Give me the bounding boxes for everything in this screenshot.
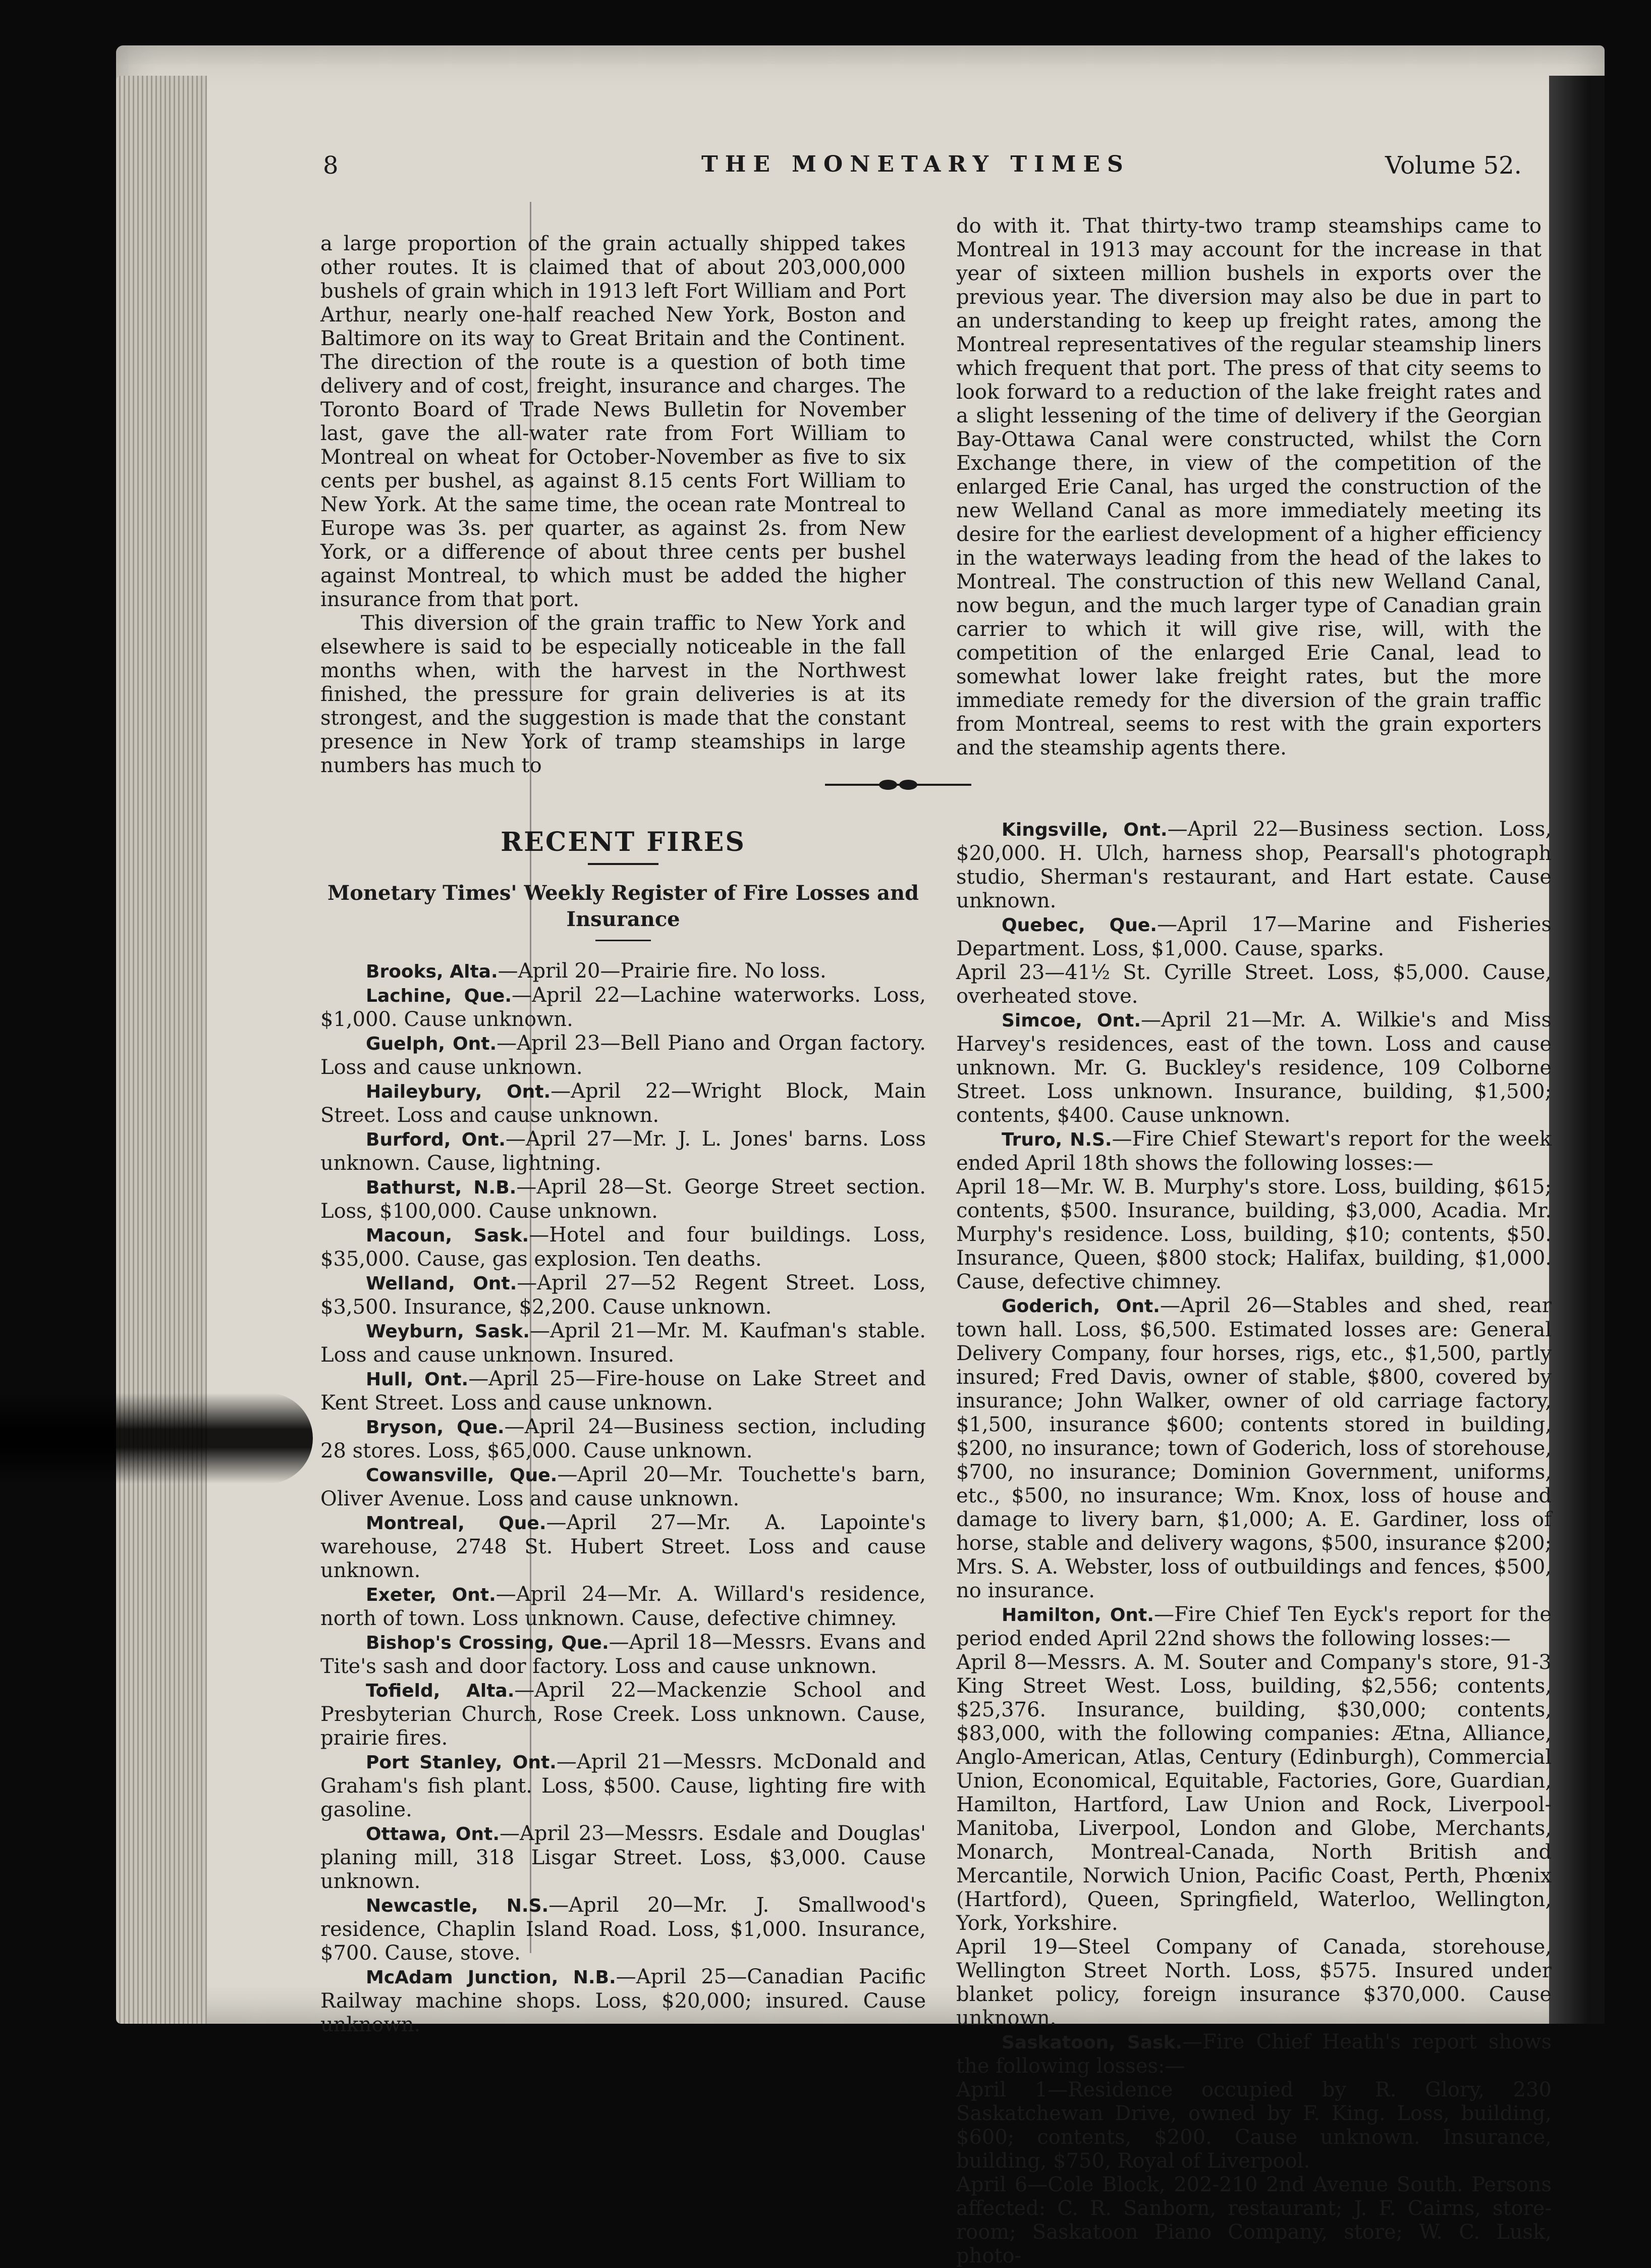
fire-location: Cowansville, Que. <box>366 1465 558 1486</box>
fire-location: Kingsville, Ont. <box>1002 820 1168 840</box>
fire-details: —April 21—Mr. M. Kaufman's stable. Loss and cause unknown. Insured. <box>320 1319 926 1367</box>
fire-location: Hull, Ont. <box>366 1369 469 1390</box>
fire-entry <box>320 1511 926 1583</box>
fire-entry <box>320 1415 926 1463</box>
fire-details: —April 28—St. George Street section. Loss, $100,000. Cause unknown. <box>320 1175 926 1223</box>
fire-location: Haileybury, Ont. <box>366 1082 551 1102</box>
fires-column-right <box>956 818 1552 2268</box>
fire-entry <box>956 1008 1552 1127</box>
fire-entry <box>320 1822 926 1894</box>
fire-location: Quebec, Que. <box>1002 915 1157 936</box>
fire-entry <box>320 959 926 984</box>
fire-entry <box>320 1367 926 1415</box>
fire-details: —April 25—Fire-house on Lake Street and Kent Street. Loss and cause unknown. <box>320 1367 926 1415</box>
ornament-divider <box>825 777 971 792</box>
fire-details: —Hotel and four buildings. Loss, $35,000. Cause, gas explosion. Ten deaths. <box>320 1223 926 1271</box>
fire-details: —April 26—Stables and shed, rear town hall. Loss, $6,500. Estimated losses are: General Delivery Company, four horses, rigs, etc., $1,500, partly insured; Fred Davis, owner of stable, $800, covered by insurance; John Walker, owner of old carriage factory, $1,500, insurance $600; contents stored in building, $200, no insurance; town of Goderich, loss of storehouse, $700, no insurance; Dominion Government, uniforms, etc., $500, no insurance; Wm. Knox, loss of house and damage to livery barn, $1,000; A. E. Gardiner, loss of horse, stable and delivery wagons, $500, insurance $200; Mrs. S. A. Webster, loss of outbuildings and fences, $500, no insurance. <box>956 1294 1552 1602</box>
fire-details: —April 22—Wright Block, Main Street. Loss and cause unknown. <box>320 1079 926 1127</box>
fire-location: Lachine, Que. <box>366 986 512 1006</box>
fire-entry <box>320 1750 926 1822</box>
thumb-shadow <box>0 1393 313 1484</box>
fire-location: Macoun, Sask. <box>366 1225 529 1246</box>
fire-location: Simcoe, Ont. <box>1002 1010 1141 1031</box>
fire-entry <box>320 1965 926 2037</box>
fire-details: —April 27—Mr. A. Lapointe's warehouse, 2748 St. Hubert Street. Loss and cause unknown. <box>320 1511 926 1582</box>
fire-entry <box>320 1319 926 1367</box>
fire-details: April 8—Messrs. A. M. Souter and Company's store, 91-3 King Street West. Loss, building, $2,556; contents, $25,376. Insurance, building, $30,000; contents, $83,000, with the following companies: Ætna, Alliance, Anglo-American, Atlas, Century (Edinburgh), Commercial Union, Economical, Equitable, Factories, Gore, Guardian, Hamilton, Hartford, Law Union and Rock, Liverpool-Manitoba, Liverpool, London and Globe, Merchants, Monarch, Montreal-Canada, North British and Mercantile, Norwich Union, Pacific Coast, Perth, Phœnix (Hartford), Queen, Springfield, Waterloo, Wellington, York, Yorkshire. <box>956 1651 1552 1935</box>
fire-details: —April 21—Messrs. McDonald and Graham's fish plant. Loss, $500. Cause, lighting fire with gasoline. <box>320 1750 926 1821</box>
fire-details: —April 24—Mr. A. Willard's residence, north of town. Loss unknown. Cause, defective chimney. <box>320 1583 926 1630</box>
fire-details: —April 23—Bell Piano and Organ factory. Loss and cause unknown. <box>320 1032 926 1079</box>
fire-entry-list <box>320 959 926 2037</box>
article-paragraph: This diversion of the grain traffic to New York and elsewhere is said to be especially noticeable in the fall months when, with the harvest in the Northwest finished, the pressure for grain deliveries is at its strongest, and the suggestion is made that the constant presence in New York of tramp steamships in large numbers has much to <box>320 612 906 777</box>
heading-rule <box>588 863 658 865</box>
fire-location: Weyburn, Sask. <box>366 1321 530 1342</box>
fire-entry <box>320 984 926 1032</box>
fire-details: April 23—41½ St. Cyrille Street. Loss, $5,000. Cause, overheated stove. <box>956 961 1552 1008</box>
fire-location: Brooks, Alta. <box>366 961 498 982</box>
fire-details: —April 27—Mr. J. L. Jones' barns. Loss unknown. Cause, lightning. <box>320 1127 926 1175</box>
fire-entry <box>320 1463 926 1511</box>
fire-entry <box>956 1294 1552 1603</box>
fire-location: Saskatoon, Sask. <box>1002 2032 1183 2053</box>
fire-details: April 6—Cole Block, 202-210 2nd Avenue South. Persons affected: C. R. Sanborn, restaurant; J. F. Cairns, store-room; Saskatoon Piano Company, store; W. C. Lusk, photo- <box>956 2173 1552 2267</box>
fire-entry <box>956 1603 1552 1651</box>
fire-entry <box>320 1032 926 1079</box>
fire-location: Hamilton, Ont. <box>1002 1605 1154 1626</box>
article-column-right <box>956 214 1542 760</box>
fire-details: —April 24—Business section, including 28 stores. Loss, $65,000. Cause unknown. <box>320 1415 926 1463</box>
fire-details: April 18—Mr. W. B. Murphy's store. Loss, building, $615; contents, $500. Insurance, building, $3,000, Acadia. Mr. Murphy's residence. Loss, building, $10; contents, $50. Insurance, Queen, $800 stock; Halifax, building, $1,000. Cause, defective chimney. <box>956 1175 1552 1293</box>
fire-entry-list <box>956 818 1552 2268</box>
fire-entry <box>956 818 1552 913</box>
fire-entry <box>320 1271 926 1319</box>
binding-shadow <box>1549 76 1605 2024</box>
fire-details: —April 21—Mr. A. Wilkie's and Miss Harvey's residences, east of the town. Loss and cause unknown. Mr. G. Buckley's residence, 109 Colborne Street. Loss unknown. Insurance, building, $1,500; contents, $400. Cause unknown. <box>956 1008 1552 1127</box>
page-number: 8 <box>323 151 339 180</box>
fire-location: Guelph, Ont. <box>366 1034 497 1054</box>
fire-details: —April 23—Messrs. Esdale and Douglas' planing mill, 318 Lisgar Street. Loss, $3,000. Cause unknown. <box>320 1822 926 1893</box>
article-paragraph: a large proportion of the grain actually shipped takes other routes. It is claimed that of about 203,000,000 bushels of grain which in 1913 left Fort William and Port Arthur, nearly one-half reached New York, Boston and Baltimore on its way to Great Britain and the Continent. The direction of the route is a question of both time delivery and of cost, freight, insurance and charges. The Toronto Board of Trade News Bulletin for November last, gave the all-water rate from Fort William to Montreal on wheat for October-November as five to six cents per bushel, as against 8.15 cents Fort William to New York. At the same time, the ocean rate Montreal to Europe was 3s. per quarter, as against 2s. from New York, or a difference of about three cents per bushel against Montreal, to which must be added the higher insurance from that port. <box>320 232 906 611</box>
fire-location: Port Stanley, Ont. <box>366 1752 557 1773</box>
fire-details: —Fire Chief Ten Eyck's report for the period ended April 22nd shows the following losses:— <box>956 1603 1552 1650</box>
fire-location: Bryson, Que. <box>366 1417 505 1438</box>
fire-location: Welland, Ont. <box>366 1273 517 1294</box>
fire-details: —Fire Chief Stewart's report for the week ended April 18th shows the following losses:— <box>956 1127 1552 1175</box>
fire-details: —April 20—Prairie fire. No loss. <box>498 959 827 983</box>
fire-entry <box>956 2078 1552 2173</box>
fire-location: Burford, Ont. <box>366 1129 506 1150</box>
fire-entry <box>956 1651 1552 1935</box>
fire-entry <box>320 1079 926 1127</box>
fire-details: —April 25—Canadian Pacific Railway machine shops. Loss, $20,000; insured. Cause unknown. <box>320 1965 926 2036</box>
fire-details: —Fire Chief Heath's report shows the following losses:— <box>956 2030 1552 2078</box>
fires-column-left <box>320 827 926 2037</box>
fire-entry <box>320 1679 926 1750</box>
fire-entry <box>320 1223 926 1271</box>
fire-entry <box>320 1175 926 1223</box>
fire-entry <box>320 1631 926 1679</box>
fire-entry <box>956 2030 1552 2078</box>
fire-details: —April 22—Business section. Loss, $20,000. H. Ulch, harness shop, Pearsall's photograph studio, Sherman's restaurant, and Hart estate. Cause unknown. <box>956 818 1552 912</box>
fire-location: Truro, N.S. <box>1002 1129 1112 1150</box>
fire-details: —April 20—Mr. J. Smallwood's residence, Chaplin Island Road. Loss, $1,000. Insurance, $700. Cause, stove. <box>320 1894 926 1965</box>
fire-location: McAdam Junction, N.B. <box>366 1967 616 1988</box>
fire-details: —April 17—Marine and Fisheries Department. Loss, $1,000. Cause, sparks. <box>956 913 1552 960</box>
fire-entry <box>320 1127 926 1175</box>
fire-details: —April 22—Mackenzie School and Presbyterian Church, Rose Creek. Loss unknown. Cause, prairie fires. <box>320 1679 926 1750</box>
fire-location: Exeter, Ont. <box>366 1585 496 1605</box>
fire-location: Goderich, Ont. <box>1002 1296 1160 1317</box>
fire-location: Bathurst, N.B. <box>366 1177 517 1198</box>
fire-entry <box>956 913 1552 961</box>
article-column-left <box>320 232 906 778</box>
register-title: Monetary Times' Weekly Register of Fire Losses and Insurance <box>327 881 919 931</box>
fire-entry <box>956 1935 1552 2030</box>
fire-entry <box>320 1894 926 1965</box>
fire-location: Montreal, Que. <box>366 1513 546 1534</box>
fire-entry <box>956 2173 1552 2268</box>
fire-entry <box>956 961 1552 1008</box>
fire-details: —April 22—Lachine waterworks. Loss, $1,000. Cause unknown. <box>320 984 926 1031</box>
fire-details: —April 20—Mr. Touchette's barn, Oliver Avenue. Loss and cause unknown. <box>320 1463 926 1510</box>
fire-location: Tofield, Alta. <box>366 1681 515 1701</box>
journal-title: THE MONETARY TIMES <box>701 151 1130 177</box>
section-heading: RECENT FIRES <box>501 827 746 857</box>
fire-location: Ottawa, Ont. <box>366 1824 500 1845</box>
fire-location: Bishop's Crossing, Que. <box>366 1633 609 1653</box>
heading-rule <box>595 940 651 941</box>
article-paragraph: do with it. That thirty-two tramp steamships came to Montreal in 1913 may account for the increase in that year of sixteen million bushels in exports over the previous year. The diversion may also be due in part to an understanding to keep up freight rates, among the Montreal representatives of the regular steamship liners which frequent that port. The press of that city seems to look forward to a reduction of the lake freight rates and a slight lessening of the time of delivery if the Georgian Bay-Ottawa Canal were constructed, whilst the Corn Exchange there, in view of the competition of the enlarged Erie Canal, has urged the construction of the new Welland Canal as more immediately meeting its desire for the earliest development of a higher efficiency in the waterways leading from the head of the lakes to Montreal. The construction of this new Welland Canal, now begun, and the much larger type of Canadian grain carrier to which it will give rise, will, with the competition of the enlarged Erie Canal, lead to somewhat lower lake freight rates, but the more immediate remedy for the diversion of the grain traffic from Montreal, seems to rest with the grain exporters and the steamship agents there. <box>956 214 1542 760</box>
fire-details: April 1—Residence occupied by R. Glory, 230 Saskatchewan Drive, owned by F. King. Loss, building, $600; contents, $200. Cause unknown. Insurance, building, $750, Royal of Liverpool. <box>956 2078 1552 2173</box>
fire-entry <box>956 1127 1552 1175</box>
fire-entry <box>320 1583 926 1631</box>
fire-details: April 19—Steel Company of Canada, storehouse, Wellington Street North. Loss, $575. Insured under blanket policy, foreign insurance $370,000. Cause unknown. <box>956 1935 1552 2030</box>
fire-details: —April 18—Messrs. Evans and Tite's sash and door factory. Loss and cause unknown. <box>320 1631 926 1678</box>
volume-label: Volume 52. <box>1385 151 1522 180</box>
fire-details: —April 27—52 Regent Street. Loss, $3,500. Insurance, $2,200. Cause unknown. <box>320 1271 926 1319</box>
fire-entry <box>956 1175 1552 1294</box>
fire-location: Newcastle, N.S. <box>366 1896 549 1916</box>
book-page-edges <box>116 76 207 2024</box>
